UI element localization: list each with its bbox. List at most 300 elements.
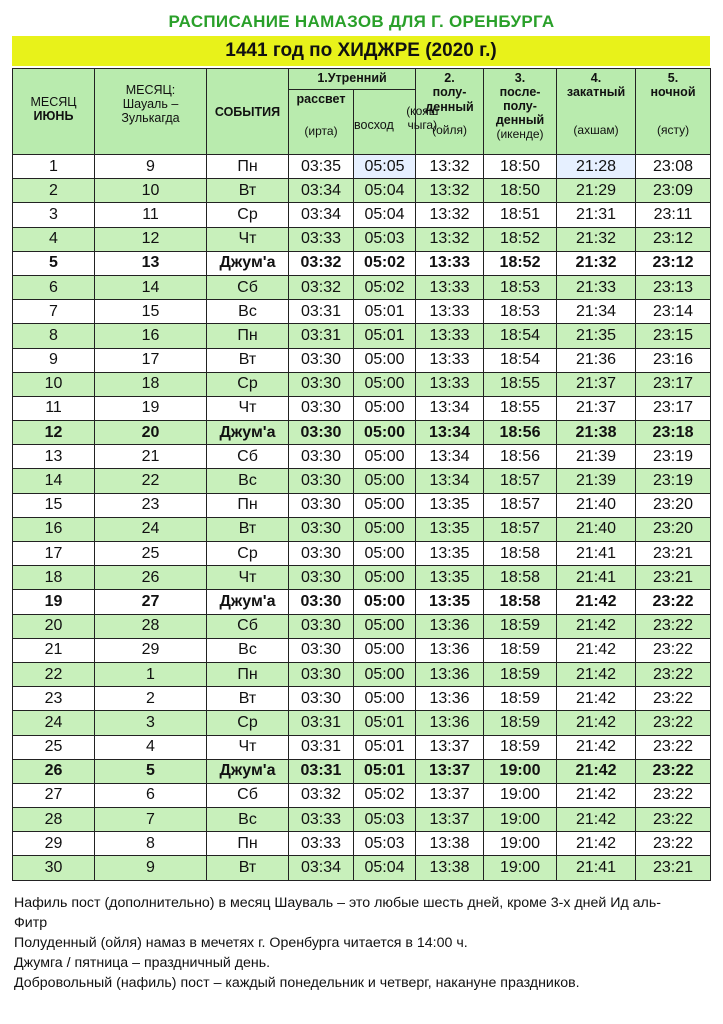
cell-night: 23:22 (636, 638, 711, 662)
cell-night: 23:12 (636, 251, 711, 275)
cell-hijri-day: 13 (95, 251, 207, 275)
cell-hijri-day: 23 (95, 493, 207, 517)
cell-day: 3 (13, 203, 95, 227)
cell-night: 23:11 (636, 203, 711, 227)
cell-sunset: 21:34 (557, 300, 636, 324)
cell-day: 1 (13, 155, 95, 179)
table-row (13, 783, 711, 807)
cell-noon: 13:32 (416, 203, 484, 227)
cell-dawn: 03:30 (289, 517, 354, 541)
cell-dawn: 03:34 (289, 179, 354, 203)
header-events: СОБЫТИЯ (207, 69, 289, 155)
cell-sunset: 21:39 (557, 445, 636, 469)
table-row (13, 348, 711, 372)
cell-hijri-day: 21 (95, 445, 207, 469)
cell-sunset: 21:42 (557, 783, 636, 807)
cell-hijri-day: 6 (95, 783, 207, 807)
cell-afternoon: 18:59 (484, 735, 557, 759)
cell-event: Пн (207, 832, 289, 856)
cell-event: Чт (207, 566, 289, 590)
notes (14, 893, 714, 993)
cell-day: 29 (13, 832, 95, 856)
cell-event: Вс (207, 469, 289, 493)
cell-hijri-day: 12 (95, 227, 207, 251)
cell-day: 13 (13, 445, 95, 469)
cell-noon: 13:38 (416, 856, 484, 880)
note-nafil-shawwal: Нафиль пост (дополнительно) в месяц Шауваль – это любые шесть дней, кроме 3-х дней Ид аль-Фитр (14, 895, 661, 931)
cell-day: 17 (13, 542, 95, 566)
cell-night: 23:21 (636, 542, 711, 566)
cell-hijri-day: 19 (95, 396, 207, 420)
cell-day: 6 (13, 275, 95, 299)
cell-hijri-day: 16 (95, 324, 207, 348)
cell-sunset: 21:32 (557, 227, 636, 251)
cell-noon: 13:36 (416, 662, 484, 686)
cell-dawn: 03:31 (289, 711, 354, 735)
cell-day: 26 (13, 759, 95, 783)
cell-hijri-day: 18 (95, 372, 207, 396)
cell-hijri-day: 26 (95, 566, 207, 590)
cell-night: 23:14 (636, 300, 711, 324)
cell-sunrise: 05:00 (354, 493, 416, 517)
cell-event: Пн (207, 493, 289, 517)
cell-sunset: 21:35 (557, 324, 636, 348)
cell-sunrise: 05:00 (354, 590, 416, 614)
cell-event: Чт (207, 396, 289, 420)
cell-night: 23:13 (636, 275, 711, 299)
cell-afternoon: 18:54 (484, 324, 557, 348)
cell-day: 23 (13, 687, 95, 711)
cell-event: Вт (207, 687, 289, 711)
cell-dawn: 03:30 (289, 638, 354, 662)
table-row (13, 396, 711, 420)
cell-afternoon: 18:57 (484, 517, 557, 541)
cell-dawn: 03:31 (289, 735, 354, 759)
cell-sunrise: 05:01 (354, 711, 416, 735)
cell-hijri-day: 14 (95, 275, 207, 299)
header-morning: 1.Утренний (289, 69, 416, 90)
cell-night: 23:22 (636, 687, 711, 711)
cell-hijri-day: 29 (95, 638, 207, 662)
cell-event: Вт (207, 179, 289, 203)
cell-dawn: 03:30 (289, 372, 354, 396)
cell-event: Сб (207, 445, 289, 469)
cell-day: 7 (13, 300, 95, 324)
cell-noon: 13:32 (416, 155, 484, 179)
cell-afternoon: 18:53 (484, 300, 557, 324)
cell-dawn: 03:30 (289, 614, 354, 638)
cell-dawn: 03:30 (289, 493, 354, 517)
cell-sunset: 21:33 (557, 275, 636, 299)
table-row (13, 469, 711, 493)
table-row (13, 275, 711, 299)
page-title: РАСПИСАНИЕ НАМАЗОВ ДЛЯ Г. ОРЕНБУРГА (168, 12, 555, 31)
cell-afternoon: 18:51 (484, 203, 557, 227)
cell-event: Вс (207, 808, 289, 832)
table-row (13, 711, 711, 735)
cell-sunrise: 05:01 (354, 759, 416, 783)
cell-noon: 13:37 (416, 759, 484, 783)
cell-sunset: 21:42 (557, 711, 636, 735)
cell-afternoon: 18:57 (484, 469, 557, 493)
cell-sunset: 21:41 (557, 566, 636, 590)
table-row (13, 832, 711, 856)
cell-afternoon: 19:00 (484, 759, 557, 783)
cell-night: 23:15 (636, 324, 711, 348)
cell-sunrise: 05:03 (354, 808, 416, 832)
cell-afternoon: 18:56 (484, 421, 557, 445)
cell-noon: 13:34 (416, 421, 484, 445)
header-dawn: рассвет (ирта) (289, 90, 354, 155)
cell-sunset: 21:42 (557, 735, 636, 759)
cell-night: 23:19 (636, 445, 711, 469)
cell-dawn: 03:32 (289, 275, 354, 299)
cell-sunrise: 05:03 (354, 832, 416, 856)
cell-sunrise: 05:00 (354, 687, 416, 711)
cell-night: 23:22 (636, 614, 711, 638)
cell-night: 23:22 (636, 759, 711, 783)
cell-night: 23:08 (636, 155, 711, 179)
table-row (13, 662, 711, 686)
cell-hijri-day: 27 (95, 590, 207, 614)
cell-day: 2 (13, 179, 95, 203)
cell-event: Вт (207, 856, 289, 880)
cell-night: 23:21 (636, 566, 711, 590)
cell-event: Пн (207, 662, 289, 686)
cell-sunset: 21:38 (557, 421, 636, 445)
cell-dawn: 03:30 (289, 662, 354, 686)
cell-night: 23:22 (636, 783, 711, 807)
cell-noon: 13:36 (416, 711, 484, 735)
table-row (13, 638, 711, 662)
table-row (13, 251, 711, 275)
cell-day: 30 (13, 856, 95, 880)
cell-hijri-day: 22 (95, 469, 207, 493)
cell-night: 23:21 (636, 856, 711, 880)
cell-afternoon: 18:59 (484, 711, 557, 735)
cell-day: 25 (13, 735, 95, 759)
cell-day: 24 (13, 711, 95, 735)
cell-event: Ср (207, 711, 289, 735)
cell-day: 20 (13, 614, 95, 638)
cell-day: 16 (13, 517, 95, 541)
header-hijri-month: МЕСЯЦ: Шауаль – Зулькагда (95, 69, 207, 155)
cell-afternoon: 19:00 (484, 856, 557, 880)
cell-dawn: 03:30 (289, 687, 354, 711)
cell-noon: 13:35 (416, 566, 484, 590)
cell-day: 22 (13, 662, 95, 686)
cell-night: 23:22 (636, 808, 711, 832)
cell-sunset: 21:41 (557, 542, 636, 566)
cell-dawn: 03:30 (289, 348, 354, 372)
cell-noon: 13:35 (416, 542, 484, 566)
cell-noon: 13:34 (416, 396, 484, 420)
cell-noon: 13:33 (416, 300, 484, 324)
cell-dawn: 03:31 (289, 300, 354, 324)
header-sunset: 4. закатный (ахшам) (557, 69, 636, 155)
cell-sunrise: 05:00 (354, 396, 416, 420)
cell-noon: 13:33 (416, 348, 484, 372)
cell-noon: 13:33 (416, 251, 484, 275)
cell-event: Джум'а (207, 759, 289, 783)
cell-noon: 13:34 (416, 445, 484, 469)
table-row (13, 759, 711, 783)
cell-sunrise: 05:05 (354, 155, 416, 179)
cell-sunrise: 05:00 (354, 662, 416, 686)
table-row (13, 856, 711, 880)
cell-night: 23:09 (636, 179, 711, 203)
cell-night: 23:16 (636, 348, 711, 372)
cell-sunrise: 05:02 (354, 275, 416, 299)
cell-hijri-day: 9 (95, 155, 207, 179)
table-row (13, 808, 711, 832)
cell-hijri-day: 5 (95, 759, 207, 783)
cell-noon: 13:33 (416, 324, 484, 348)
cell-dawn: 03:32 (289, 783, 354, 807)
cell-noon: 13:34 (416, 469, 484, 493)
cell-afternoon: 18:59 (484, 687, 557, 711)
cell-sunrise: 05:02 (354, 251, 416, 275)
cell-night: 23:17 (636, 372, 711, 396)
cell-event: Вс (207, 638, 289, 662)
cell-sunset: 21:28 (557, 155, 636, 179)
cell-event: Пн (207, 155, 289, 179)
cell-afternoon: 18:59 (484, 662, 557, 686)
cell-day: 12 (13, 421, 95, 445)
cell-afternoon: 18:58 (484, 566, 557, 590)
table-row (13, 324, 711, 348)
table-row (13, 566, 711, 590)
cell-event: Сб (207, 783, 289, 807)
table-row (13, 179, 711, 203)
cell-noon: 13:38 (416, 832, 484, 856)
cell-dawn: 03:30 (289, 566, 354, 590)
cell-event: Ср (207, 542, 289, 566)
cell-dawn: 03:30 (289, 469, 354, 493)
cell-sunrise: 05:00 (354, 372, 416, 396)
cell-day: 10 (13, 372, 95, 396)
cell-afternoon: 18:52 (484, 251, 557, 275)
table-row (13, 517, 711, 541)
cell-sunset: 21:41 (557, 856, 636, 880)
header-month: МЕСЯЦ ИЮНЬ (13, 69, 95, 155)
cell-day: 5 (13, 251, 95, 275)
cell-sunrise: 05:04 (354, 179, 416, 203)
cell-noon: 13:33 (416, 275, 484, 299)
cell-dawn: 03:33 (289, 832, 354, 856)
prayer-schedule-table (12, 68, 711, 881)
cell-afternoon: 18:59 (484, 614, 557, 638)
cell-hijri-day: 8 (95, 832, 207, 856)
cell-sunset: 21:32 (557, 251, 636, 275)
cell-event: Джум'а (207, 251, 289, 275)
cell-day: 4 (13, 227, 95, 251)
header-sunrise: восход (кояш чыга) (354, 90, 416, 155)
cell-afternoon: 19:00 (484, 832, 557, 856)
cell-sunrise: 05:00 (354, 614, 416, 638)
cell-event: Джум'а (207, 421, 289, 445)
cell-night: 23:22 (636, 832, 711, 856)
cell-hijri-day: 9 (95, 856, 207, 880)
cell-afternoon: 18:52 (484, 227, 557, 251)
cell-dawn: 03:30 (289, 445, 354, 469)
cell-hijri-day: 1 (95, 662, 207, 686)
cell-event: Ср (207, 372, 289, 396)
cell-noon: 13:37 (416, 808, 484, 832)
cell-noon: 13:37 (416, 783, 484, 807)
table-row (13, 542, 711, 566)
cell-noon: 13:36 (416, 638, 484, 662)
cell-night: 23:22 (636, 590, 711, 614)
table-row (13, 300, 711, 324)
table-row (13, 372, 711, 396)
cell-day: 11 (13, 396, 95, 420)
cell-dawn: 03:33 (289, 227, 354, 251)
cell-night: 23:12 (636, 227, 711, 251)
cell-afternoon: 18:53 (484, 275, 557, 299)
cell-night: 23:22 (636, 735, 711, 759)
cell-day: 28 (13, 808, 95, 832)
cell-dawn: 03:30 (289, 396, 354, 420)
cell-dawn: 03:31 (289, 324, 354, 348)
header-afternoon: 3. после-полу-денный (икенде) (484, 69, 557, 155)
cell-dawn: 03:30 (289, 590, 354, 614)
table-row (13, 493, 711, 517)
cell-hijri-day: 17 (95, 348, 207, 372)
cell-hijri-day: 24 (95, 517, 207, 541)
cell-sunrise: 05:00 (354, 421, 416, 445)
cell-hijri-day: 25 (95, 542, 207, 566)
cell-event: Вт (207, 517, 289, 541)
cell-sunset: 21:36 (557, 348, 636, 372)
cell-dawn: 03:30 (289, 542, 354, 566)
cell-night: 23:18 (636, 421, 711, 445)
cell-sunset: 21:29 (557, 179, 636, 203)
table-row (13, 735, 711, 759)
cell-hijri-day: 2 (95, 687, 207, 711)
cell-day: 18 (13, 566, 95, 590)
cell-sunset: 21:42 (557, 614, 636, 638)
cell-sunrise: 05:00 (354, 469, 416, 493)
cell-night: 23:20 (636, 493, 711, 517)
cell-sunrise: 05:04 (354, 856, 416, 880)
cell-noon: 13:33 (416, 372, 484, 396)
cell-sunset: 21:42 (557, 759, 636, 783)
cell-noon: 13:36 (416, 687, 484, 711)
cell-afternoon: 18:56 (484, 445, 557, 469)
cell-dawn: 03:33 (289, 808, 354, 832)
cell-night: 23:20 (636, 517, 711, 541)
cell-sunset: 21:40 (557, 517, 636, 541)
cell-hijri-day: 15 (95, 300, 207, 324)
note-friday: Джумга / пятница – праздничный день. (14, 955, 271, 971)
cell-night: 23:19 (636, 469, 711, 493)
cell-afternoon: 18:58 (484, 542, 557, 566)
cell-dawn: 03:30 (289, 421, 354, 445)
note-noon-prayer: Полуденный (ойля) намаз в мечетях г. Оренбурга читается в 14:00 ч. (14, 935, 468, 951)
cell-afternoon: 18:58 (484, 590, 557, 614)
cell-sunset: 21:42 (557, 638, 636, 662)
cell-hijri-day: 11 (95, 203, 207, 227)
cell-dawn: 03:32 (289, 251, 354, 275)
cell-event: Чт (207, 227, 289, 251)
cell-sunset: 21:42 (557, 832, 636, 856)
cell-sunset: 21:42 (557, 590, 636, 614)
table-row (13, 203, 711, 227)
cell-noon: 13:35 (416, 493, 484, 517)
note-voluntary-fast: Добровольный (нафиль) пост – каждый понедельник и четверг, накануне праздников. (14, 975, 580, 991)
cell-afternoon: 19:00 (484, 783, 557, 807)
cell-night: 23:17 (636, 396, 711, 420)
cell-sunrise: 05:03 (354, 227, 416, 251)
cell-dawn: 03:34 (289, 203, 354, 227)
cell-hijri-day: 7 (95, 808, 207, 832)
cell-day: 9 (13, 348, 95, 372)
cell-hijri-day: 10 (95, 179, 207, 203)
cell-afternoon: 18:50 (484, 155, 557, 179)
cell-sunrise: 05:02 (354, 783, 416, 807)
table-row (13, 687, 711, 711)
cell-sunset: 21:42 (557, 662, 636, 686)
cell-event: Ср (207, 203, 289, 227)
cell-sunrise: 05:01 (354, 324, 416, 348)
cell-sunset: 21:39 (557, 469, 636, 493)
cell-noon: 13:35 (416, 590, 484, 614)
cell-event: Вс (207, 300, 289, 324)
cell-hijri-day: 20 (95, 421, 207, 445)
cell-sunrise: 05:01 (354, 300, 416, 324)
table-row (13, 590, 711, 614)
cell-hijri-day: 28 (95, 614, 207, 638)
cell-sunrise: 05:00 (354, 566, 416, 590)
cell-event: Чт (207, 735, 289, 759)
cell-noon: 13:32 (416, 179, 484, 203)
table-row (13, 227, 711, 251)
cell-noon: 13:36 (416, 614, 484, 638)
cell-dawn: 03:34 (289, 856, 354, 880)
cell-afternoon: 19:00 (484, 808, 557, 832)
cell-day: 27 (13, 783, 95, 807)
cell-noon: 13:32 (416, 227, 484, 251)
cell-event: Пн (207, 324, 289, 348)
cell-sunset: 21:37 (557, 396, 636, 420)
cell-hijri-day: 4 (95, 735, 207, 759)
cell-sunrise: 05:01 (354, 735, 416, 759)
cell-sunrise: 05:00 (354, 542, 416, 566)
cell-day: 14 (13, 469, 95, 493)
cell-afternoon: 18:59 (484, 638, 557, 662)
cell-sunset: 21:37 (557, 372, 636, 396)
table-row (13, 155, 711, 179)
cell-day: 21 (13, 638, 95, 662)
cell-afternoon: 18:55 (484, 396, 557, 420)
cell-noon: 13:35 (416, 517, 484, 541)
cell-afternoon: 18:55 (484, 372, 557, 396)
cell-afternoon: 18:57 (484, 493, 557, 517)
cell-sunset: 21:42 (557, 687, 636, 711)
cell-sunrise: 05:00 (354, 348, 416, 372)
cell-day: 15 (13, 493, 95, 517)
cell-sunset: 21:40 (557, 493, 636, 517)
cell-sunset: 21:31 (557, 203, 636, 227)
cell-event: Джум'а (207, 590, 289, 614)
cell-sunrise: 05:04 (354, 203, 416, 227)
table-row (13, 445, 711, 469)
cell-day: 19 (13, 590, 95, 614)
cell-night: 23:22 (636, 662, 711, 686)
cell-afternoon: 18:54 (484, 348, 557, 372)
cell-day: 8 (13, 324, 95, 348)
